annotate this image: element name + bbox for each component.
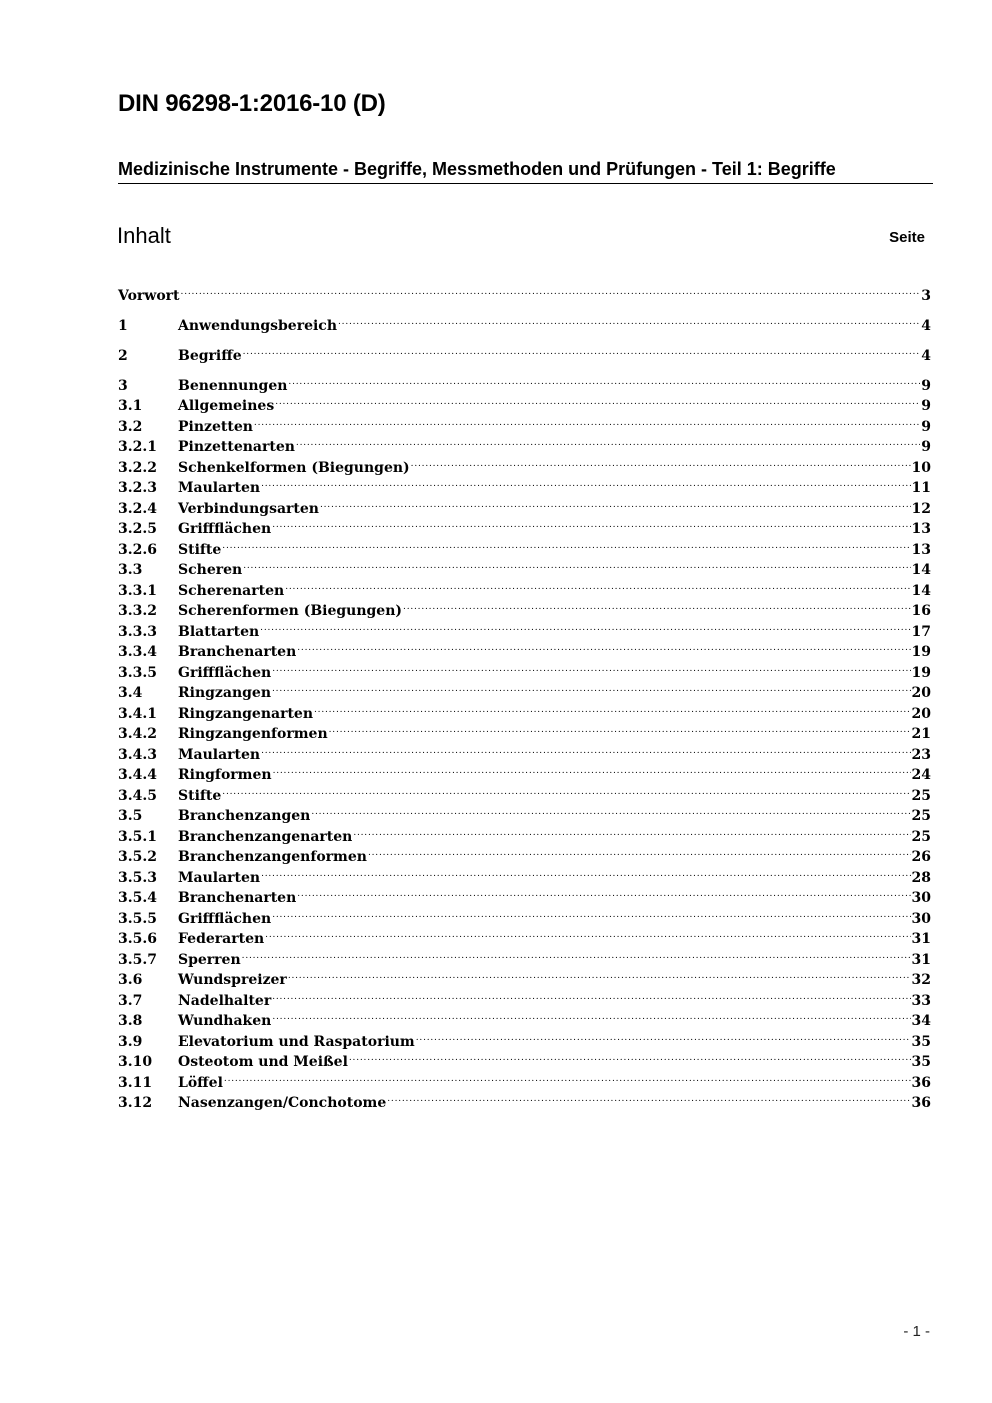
toc-entry-label: Sperren	[178, 951, 241, 968]
toc-leader-dots	[181, 279, 921, 300]
toc-leader-dots	[260, 615, 910, 636]
toc-entry-label: Branchenarten	[178, 890, 297, 906]
toc-entry-label: Branchenarten	[178, 644, 297, 660]
toc-entry-page: 21	[911, 726, 931, 742]
toc-entry-label: Osteotom und Meißel	[178, 1054, 348, 1070]
toc-leader-dots	[311, 800, 910, 821]
toc-entry-label: Allgemeines	[178, 398, 275, 414]
toc-leader-dots	[368, 841, 911, 862]
toc-entry-number: 3.4.5	[118, 787, 157, 804]
toc-entry-number: 3.2.2	[118, 459, 157, 476]
toc-entry-number: 3.2.5	[118, 521, 157, 537]
toc-entry-number: 3.4.1	[118, 705, 157, 722]
toc-leader-dots	[275, 390, 920, 411]
toc-entry-page: 32	[911, 972, 931, 988]
toc-entry-number: 3.12	[118, 1095, 153, 1111]
toc-entry-label: Ringzangen	[178, 685, 271, 701]
toc-entry-label: Begriffe	[178, 347, 242, 364]
toc-entry-page: 10	[911, 459, 931, 476]
toc-entry-label: Maularten	[178, 869, 261, 886]
toc-entry-page: 20	[911, 685, 931, 701]
toc-leader-dots	[297, 636, 910, 657]
toc-entry-number: 3.5.2	[118, 849, 157, 865]
toc-entry[interactable]	[118, 533, 931, 558]
toc-leader-dots	[403, 595, 910, 616]
toc-entry-number: 3.4	[118, 685, 143, 701]
toc-entry-label: Vorwort	[118, 287, 180, 304]
toc-leader-dots	[242, 943, 911, 964]
toc-entry-number: 3.4.2	[118, 726, 157, 742]
toc-entry-page: 13	[911, 541, 931, 558]
toc-leader-dots	[297, 882, 910, 903]
toc-entry-label: Griffflächen	[178, 664, 272, 681]
toc-entry-number: 3.3.5	[118, 664, 157, 681]
toc-entry-page: 31	[911, 931, 931, 947]
toc-entry-page: 33	[911, 992, 931, 1009]
toc-entry-number: 3.5.5	[118, 910, 157, 927]
toc-entry-label: Branchenzangenarten	[178, 828, 353, 845]
toc-entry[interactable]	[118, 309, 931, 334]
toc-entry-page: 9	[921, 398, 931, 414]
toc-entry-label: Wundhaken	[178, 1013, 272, 1029]
toc-leader-dots	[272, 677, 911, 698]
toc-entry-page: 4	[921, 317, 931, 334]
toc-entry-label: Nasenzangen/Conchotome	[178, 1095, 387, 1111]
toc-entry-label: Pinzettenarten	[178, 439, 295, 455]
toc-entry-page: 9	[921, 418, 931, 435]
toc-leader-dots	[416, 1025, 911, 1046]
toc-entry-page: 13	[911, 521, 931, 537]
toc-entry[interactable]	[118, 279, 931, 304]
toc-entry-label: Ringzangenarten	[178, 705, 313, 722]
toc-leader-dots	[288, 369, 920, 390]
toc-leader-dots	[338, 309, 920, 330]
table-of-contents	[118, 279, 931, 1111]
toc-entry-number: 3.5.7	[118, 951, 157, 968]
toc-leader-dots	[288, 964, 911, 985]
toc-entry-page: 35	[911, 1033, 931, 1050]
toc-entry[interactable]	[118, 554, 931, 578]
toc-entry-number: 3.11	[118, 1074, 153, 1091]
toc-entry-page: 14	[911, 582, 931, 599]
toc-entry-number: 3.2.3	[118, 480, 157, 496]
toc-entry-number: 3.8	[118, 1013, 143, 1029]
toc-entry-page: 25	[911, 808, 931, 824]
toc-entry-page: 12	[911, 500, 931, 517]
toc-leader-dots	[411, 451, 911, 472]
toc-entry-label: Scheren	[178, 562, 243, 578]
toc-entry-number: 3.5.3	[118, 869, 157, 886]
toc-entry-page: 19	[911, 664, 931, 681]
toc-entry-label: Stifte	[178, 541, 222, 558]
toc-entry-number: 3.5.6	[118, 931, 157, 947]
toc-entry-number: 3.6	[118, 972, 143, 988]
toc-entry-page: 20	[911, 705, 931, 722]
toc-entry[interactable]	[118, 339, 931, 364]
toc-entry-label: Elevatorium und Raspatorium	[178, 1033, 415, 1050]
page-number-footer: - 1 -	[903, 1323, 930, 1340]
toc-entry[interactable]	[118, 369, 931, 394]
toc-entry-number: 3.3	[118, 562, 143, 578]
toc-entry-number: 3	[118, 377, 128, 394]
toc-entry-page: 35	[911, 1054, 931, 1070]
toc-leader-dots	[272, 513, 910, 534]
page-column-label: Seite	[889, 229, 925, 246]
toc-entry-number: 3.5.1	[118, 828, 157, 845]
toc-entry-label: Blattarten	[178, 623, 260, 640]
toc-entry-number: 3.9	[118, 1033, 143, 1050]
toc-entry-number: 3.3.2	[118, 603, 157, 619]
toc-entry-page: 4	[921, 347, 931, 364]
toc-entry-label: Benennungen	[178, 377, 288, 394]
toc-entry-label: Löffel	[178, 1074, 223, 1091]
toc-leader-dots	[224, 1066, 911, 1087]
toc-entry-number: 3.2	[118, 418, 143, 435]
toc-leader-dots	[272, 902, 910, 923]
toc-leader-dots	[329, 718, 911, 739]
toc-leader-dots	[261, 738, 910, 759]
toc-leader-dots	[314, 697, 911, 718]
toc-heading: Inhalt	[117, 223, 171, 248]
toc-entry-page: 9	[921, 439, 931, 455]
toc-entry-label: Schenkelformen (Biegungen)	[178, 459, 410, 476]
toc-leader-dots	[272, 656, 910, 677]
toc-entry-page: 36	[911, 1095, 931, 1111]
toc-entry-number: 3.1	[118, 398, 143, 414]
toc-entry-label: Wundspreizer	[178, 972, 287, 988]
toc-leader-dots	[261, 472, 910, 493]
toc-entry-label: Ringzangenformen	[178, 726, 328, 742]
toc-entry-label: Griffflächen	[178, 910, 272, 927]
toc-leader-dots	[387, 1087, 910, 1108]
toc-entry-label: Verbindungsarten	[178, 500, 319, 517]
toc-entry-label: Anwendungsbereich	[178, 317, 337, 334]
toc-leader-dots	[285, 574, 910, 595]
toc-entry-label: Maularten	[178, 480, 261, 496]
toc-leader-dots	[296, 431, 920, 452]
toc-entry-page: 31	[911, 951, 931, 968]
toc-entry-page: 11	[911, 480, 931, 496]
toc-entry-number: 3.3.3	[118, 623, 157, 640]
toc-leader-dots	[265, 923, 910, 944]
toc-leader-dots	[243, 339, 921, 360]
toc-leader-dots	[272, 1005, 910, 1026]
toc-entry-number: 3.7	[118, 992, 143, 1009]
toc-entry-page: 34	[911, 1013, 931, 1029]
toc-leader-dots	[254, 410, 920, 431]
toc-entry-page: 23	[911, 746, 931, 763]
toc-entry-number: 3.2.4	[118, 500, 157, 517]
toc-leader-dots	[243, 554, 910, 575]
toc-entry-page: 3	[921, 287, 931, 304]
toc-entry-number: 3.5	[118, 808, 143, 824]
toc-entry-label: Scherenarten	[178, 582, 285, 599]
toc-entry-page: 25	[911, 787, 931, 804]
toc-entry-number: 3.3.4	[118, 644, 157, 660]
toc-entry[interactable]	[118, 779, 931, 804]
toc-entry-label: Stifte	[178, 787, 222, 804]
toc-entry-page: 24	[911, 767, 931, 783]
toc-entry-number: 2	[118, 347, 128, 364]
toc-entry-label: Griffflächen	[178, 521, 272, 537]
toc-entry-number: 3.5.4	[118, 890, 157, 906]
toc-entry-number: 3.4.4	[118, 767, 157, 783]
toc-entry-page: 16	[911, 603, 931, 619]
toc-entry-page: 19	[911, 644, 931, 660]
document-id: DIN 96298-1:2016-10 (D)	[118, 90, 386, 117]
toc-entry-label: Branchenzangen	[178, 808, 311, 824]
toc-entry-number: 3.2.6	[118, 541, 157, 558]
toc-entry-label: Scherenformen (Biegungen)	[178, 603, 403, 619]
toc-entry-label: Ringformen	[178, 767, 272, 783]
toc-leader-dots	[222, 533, 910, 554]
toc-entry-page: 30	[911, 890, 931, 906]
toc-entry-page: 17	[911, 623, 931, 640]
toc-entry-label: Federarten	[178, 931, 265, 947]
toc-entry-number: 1	[118, 317, 128, 334]
toc-entry[interactable]	[118, 1066, 931, 1091]
toc-entry[interactable]	[118, 800, 931, 824]
toc-entry-label: Pinzetten	[178, 418, 253, 435]
document-title: Medizinische Instrumente - Begriffe, Messmethoden und Prüfungen - Teil 1: Begriffe	[118, 159, 933, 184]
toc-entry-number: 3.2.1	[118, 439, 157, 455]
toc-entry-number: 3.4.3	[118, 746, 157, 763]
toc-entry-page: 26	[911, 849, 931, 865]
toc-entry-page: 28	[911, 869, 931, 886]
toc-leader-dots	[222, 779, 910, 800]
toc-entry-page: 36	[911, 1074, 931, 1091]
toc-leader-dots	[320, 492, 911, 513]
toc-leader-dots	[261, 861, 910, 882]
toc-leader-dots	[353, 820, 910, 841]
toc-entry-number: 3.10	[118, 1054, 153, 1070]
toc-leader-dots	[273, 759, 911, 780]
toc-leader-dots	[349, 1046, 911, 1067]
toc-entry-page: 9	[921, 377, 931, 394]
toc-entry-label: Branchenzangenformen	[178, 849, 367, 865]
toc-entry-page: 25	[911, 828, 931, 845]
toc-entry-page: 14	[911, 562, 931, 578]
toc-entry-label: Nadelhalter	[178, 992, 272, 1009]
toc-entry-label: Maularten	[178, 746, 261, 763]
toc-entry-page: 30	[911, 910, 931, 927]
toc-entry[interactable]	[118, 1087, 931, 1111]
toc-entry-number: 3.3.1	[118, 582, 157, 599]
toc-leader-dots	[272, 984, 910, 1005]
